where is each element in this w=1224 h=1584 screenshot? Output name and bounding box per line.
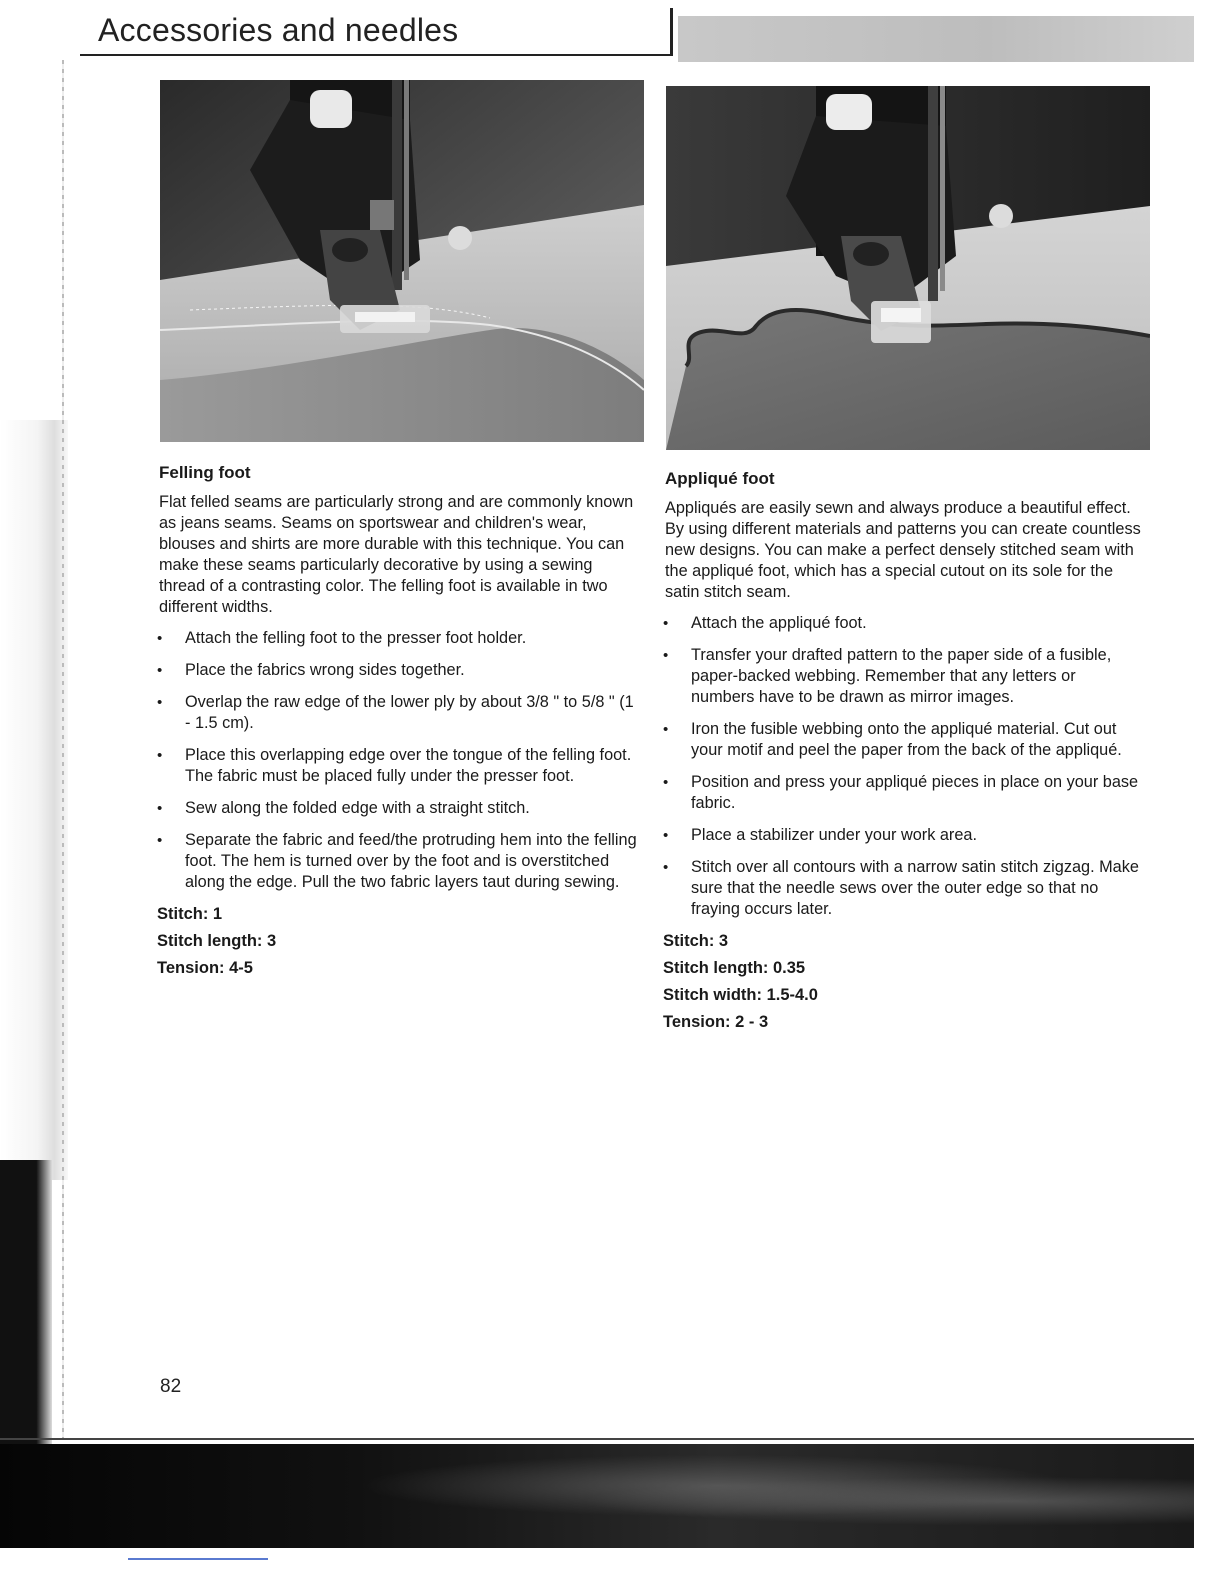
list-item: • Iron the fusible webbing onto the appliqué material. Cut out your motif and peel the paper from the back of the appliqué. [663,719,1143,761]
scan-binding-edge [0,1160,52,1460]
list-item: • Attach the felling foot to the presser foot holder. [157,628,637,649]
applique-foot-intro: Appliqués are easily sewn and always produce a beautiful effect. By using different materials and patterns you can create countless new designs. You can make a perfect densely stitched seam with the appliqué foot, which has a special cutout on its sole for the satin stitch seam. [665,499,1141,601]
felling-foot-title: Felling foot [159,463,251,482]
felling-foot-photo [160,80,644,442]
felling-foot-steps [157,628,637,893]
applique-foot-settings [663,931,1143,1033]
setting-stitch: Stitch: 1 [157,905,223,923]
page-number: 82 [160,1376,182,1397]
list-item: • Overlap the raw edge of the lower ply by about 3/8 " to 5/8 " (1 - 1.5 cm). [157,692,637,734]
list-item: • Attach the appliqué foot. [663,613,1143,634]
scan-shadow [0,420,68,1180]
applique-foot-photo [666,86,1150,450]
felling-foot-settings [157,904,637,979]
list-item: • Transfer your drafted pattern to the paper side of a fusible, paper-backed webbing. Remember that any letters or numbers have to be drawn as mirror images. [663,645,1143,708]
felling-foot-intro: Flat felled seams are particularly strong and are commonly known as jeans seams. Seams on sportswear and children's wear, blouses and shirts are more durable with this technique. You can make these seams particularly decorative by using a sewing thread of a contrasting color. The felling foot is available in two different widths. [159,493,634,616]
applique-foot-section [663,468,1143,1039]
list-item: • Separate the fabric and feed/the protruding hem into the felling foot. The hem is turned over by the foot and is overstitched along the edge. Pull the two fabric layers taut during sewing. [157,830,637,893]
bottom-rule [0,1438,1194,1440]
setting-stitch-length: Stitch length: 0.35 [663,959,806,977]
list-item: • Place a stabilizer under your work area. [663,825,1143,846]
scan-margin-line [62,60,64,1440]
scan-bottom-shadow [0,1444,1194,1548]
page-title: Accessories and needles [98,12,459,48]
setting-tension: Tension: 4-5 [157,959,253,977]
list-item: • Position and press your appliqué pieces in place on your base fabric. [663,772,1143,814]
setting-stitch: Stitch: 3 [663,932,729,950]
setting-tension: Tension: 2 - 3 [663,1013,769,1031]
felling-foot-section [157,462,637,985]
list-item: • Place this overlapping edge over the tongue of the felling foot. The fabric must be placed fully under the presser foot. [157,745,637,787]
setting-stitch-length: Stitch length: 3 [157,932,277,950]
list-item: • Place the fabrics wrong sides together. [157,660,637,681]
setting-stitch-width: Stitch width: 1.5-4.0 [663,986,818,1004]
header-gray-bar [678,16,1194,62]
page-header [80,8,673,56]
applique-foot-steps [663,613,1143,920]
footer-underline [128,1558,268,1560]
list-item: • Sew along the folded edge with a straight stitch. [157,798,637,819]
list-item: • Stitch over all contours with a narrow satin stitch zigzag. Make sure that the needle sews over the outer edge so that no fraying occurs later. [663,857,1143,920]
applique-foot-title: Appliqué foot [665,469,775,488]
